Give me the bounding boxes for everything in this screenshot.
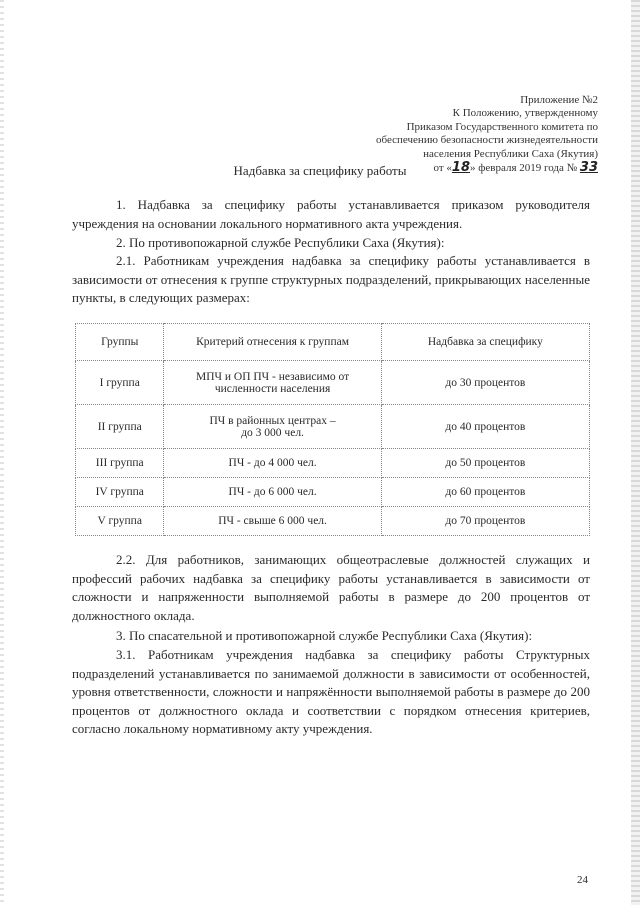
table-header-cell: Группы: [76, 324, 164, 361]
scan-edge-right: [631, 0, 640, 905]
paragraph-3-1: 3.1. Работникам учреждения надбавка за специфику работы Структурных подразделений устанавливается по занимаемой должности в зависимости от особенностей, уровня ответственности, сложности и напряжённости выполняемой работы в размере до 200 процентов от должностного оклада и соответствии с порядком отнесения критериев, согласно локальному нормативному акту учреждения.: [72, 647, 590, 736]
header-line: Приложение №2: [520, 94, 598, 106]
criterion-line: до 3 000 чел.: [241, 426, 304, 439]
paragraph-2-2: 2.2. Для работников, занимающих общеотраслевые должностей служащих и профессий рабочих надбавка за специфику работы устанавливается в зависимости от сложности и напряженности выполняемой работы в размере до 200 процентов от должностного оклада.: [72, 552, 590, 623]
table-row: [76, 405, 590, 449]
bonus-cell: до 30 процентов: [381, 361, 589, 405]
paragraph-1: 1. Надбавка за специфику работы устанавливается приказом руководителя учреждения на основании локального нормативного акта учреждения.: [72, 197, 590, 231]
criterion-line: численности населения: [214, 382, 331, 395]
groups-table: [75, 323, 590, 536]
header-line: обеспечению безопасности жизнедеятельности: [376, 134, 598, 147]
bonus-cell: до 40 процентов: [381, 405, 589, 449]
group-cell: IV группа: [76, 478, 164, 507]
paragraph-2: 2. По противопожарной службе Республики Саха (Якутия):: [116, 235, 445, 250]
table-header-row: [76, 324, 590, 361]
bonus-cell: до 50 процентов: [381, 449, 589, 478]
criterion-cell: ПЧ - до 4 000 чел.: [164, 449, 381, 478]
scan-edge-left: [0, 0, 4, 905]
group-cell: V группа: [76, 507, 164, 536]
criterion-cell: ПЧ - свыше 6 000 чел.: [164, 507, 381, 536]
criterion-cell: ПЧ - до 6 000 чел.: [164, 478, 381, 507]
table-row: [76, 361, 590, 405]
header-line: К Положению, утвержденному: [452, 107, 598, 120]
page-title: Надбавка за специфику работы: [233, 163, 407, 178]
table-header-cell: Критерий отнесения к группам: [164, 324, 381, 361]
header-line: населения Республики Саха (Якутия): [423, 147, 598, 160]
table-row: [76, 507, 590, 536]
bonus-cell: до 60 процентов: [381, 478, 589, 507]
group-cell: I группа: [76, 361, 164, 405]
table-header-cell: Надбавка за специфику: [381, 324, 589, 361]
date-prefix: от «: [433, 162, 452, 175]
header-line: Приказом Государственного комитета по: [406, 120, 598, 133]
paragraph-2-1: 2.1. Работникам учреждения надбавка за специфику работы устанавливается в зависимости от отнесения к группе структурных подразделений, прикрывающих населенные пункты, в следующих размерах:: [72, 253, 590, 305]
group-cell: III группа: [76, 449, 164, 478]
bonus-cell: до 70 процентов: [381, 507, 589, 536]
criterion-cell: [164, 405, 381, 449]
criterion-line: ПЧ в районных центрах –: [209, 414, 336, 427]
group-cell: II группа: [76, 405, 164, 449]
table-row: [76, 449, 590, 478]
criterion-cell: [164, 361, 381, 405]
handwritten-day: 18: [451, 160, 471, 176]
table-row: [76, 478, 590, 507]
handwritten-number: 33: [579, 160, 598, 176]
page-number: 24: [577, 874, 588, 886]
criterion-line: МПЧ и ОП ПЧ - независимо от: [195, 370, 350, 383]
paragraph-3: 3. По спасательной и противопожарной службе Республики Саха (Якутия):: [116, 628, 533, 643]
date-middle: » февраля 2019 года №: [470, 162, 578, 175]
